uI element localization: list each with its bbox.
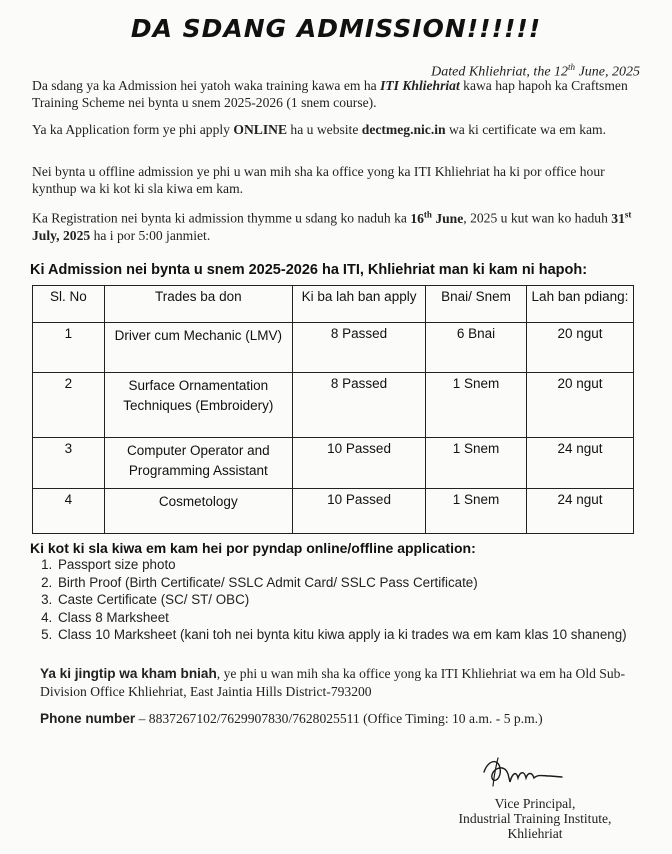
table-row xyxy=(33,373,634,438)
row-sl-no: 2 xyxy=(33,373,105,438)
intro-paragraph: Da sdang ya ka Admission hei yatoh waka training kawa em ha ITI Khliehriat kawa hap hapoh ka Craftsmen Training Scheme nei bynta u snem 2025-2026 (1 snem course). xyxy=(32,78,628,110)
notice-title: DA SDANG ADMISSION!!!!!! xyxy=(130,14,542,43)
documents-heading: Ki kot ki sla kiwa em kam hei por pyndap online/offline application: xyxy=(30,540,476,556)
contact-paragraph: Ya ki jingtip wa kham bniah, ye phi u wan mih sha ka office yong ka ITI Khliehriat wa em ha Old Sub-Division Office Khliehriat, East Jaintia Hills District-793200 xyxy=(40,666,625,699)
list-item: 1. Passport size photo xyxy=(56,556,666,574)
signoff-title: Vice Principal, xyxy=(494,796,576,811)
documents-list xyxy=(30,556,666,644)
row-qualification: 10 Passed xyxy=(292,489,425,534)
offline-admission-paragraph: Nei bynta u offline admission ye phi u wan mih sha ka office yong ka ITI Khliehriat ha ki por office hour kynthup wa ki kot ki sla kiwa em kam. xyxy=(32,164,605,196)
signoff-location: Khliehriat xyxy=(507,826,563,841)
header-qualification: Ki ba lah ban apply xyxy=(292,286,425,323)
table-row xyxy=(33,489,634,534)
list-item: 2. Birth Proof (Birth Certificate/ SSLC Admit Card/ SSLC Pass Certificate) xyxy=(56,574,666,592)
signoff-institute: Industrial Training Institute, xyxy=(458,811,612,826)
phone-line: Phone number – 8837267102/7629907830/7628025511 (Office Timing: 10 a.m. - 5 p.m.) xyxy=(40,711,543,726)
row-duration: 1 Snem xyxy=(426,373,527,438)
row-sl-no: 4 xyxy=(33,489,105,534)
list-item: 4. Class 8 Marksheet xyxy=(56,609,666,627)
row-qualification: 8 Passed xyxy=(292,323,425,373)
header-trade: Trades ba don xyxy=(104,286,292,323)
row-duration: 6 Bnai xyxy=(426,323,527,373)
row-seats: 20 ngut xyxy=(526,373,633,438)
header-seats: Lah ban pdiang: xyxy=(526,286,633,323)
online-apply-paragraph: Ya ka Application form ye phi apply ONLINE ha u website dectmeg.nic.in wa ki certificate wa em kam. xyxy=(32,122,606,137)
signoff-block xyxy=(420,796,650,841)
list-item: 3. Caste Certificate (SC/ ST/ OBC) xyxy=(56,591,666,609)
row-trade: Driver cum Mechanic (LMV) xyxy=(104,323,292,373)
row-seats: 24 ngut xyxy=(526,489,633,534)
table-heading: Ki Admission nei bynta u snem 2025-2026 ha ITI, Khliehriat man ki kam ni hapoh: xyxy=(30,262,588,278)
row-trade: Cosmetology xyxy=(104,489,292,534)
notice-date: Dated Khliehriat, the 12th June, 2025 xyxy=(431,62,640,80)
list-item: 5. Class 10 Marksheet (kani toh nei bynta kitu kiwa apply ia ki trades wa em kam klas 10 shaneng) xyxy=(56,626,666,644)
row-trade: Surface Ornamentation Techniques (Embroidery) xyxy=(104,373,292,438)
row-trade: Computer Operator and Programming Assistant xyxy=(104,438,292,489)
table-header-row xyxy=(33,286,634,323)
website-link: dectmeg.nic.in xyxy=(361,122,446,137)
row-duration: 1 Snem xyxy=(426,489,527,534)
row-sl-no: 1 xyxy=(33,323,105,373)
row-qualification: 10 Passed xyxy=(292,438,425,489)
signature-image xyxy=(478,752,568,796)
header-sl-no: Sl. No xyxy=(33,286,105,323)
row-seats: 20 ngut xyxy=(526,323,633,373)
row-sl-no: 3 xyxy=(33,438,105,489)
header-duration: Bnai/ Snem xyxy=(426,286,527,323)
row-qualification: 8 Passed xyxy=(292,373,425,438)
table-row xyxy=(33,438,634,489)
registration-dates-paragraph: Ka Registration nei bynta ki admission thymme u sdang ko naduh ka 16th June, 2025 u kut wan ko haduh 31st July, 2025 ha i por 5:00 janmiet. xyxy=(32,209,632,243)
trades-table xyxy=(32,285,634,534)
row-seats: 24 ngut xyxy=(526,438,633,489)
table-row xyxy=(33,323,634,373)
row-duration: 1 Snem xyxy=(426,438,527,489)
